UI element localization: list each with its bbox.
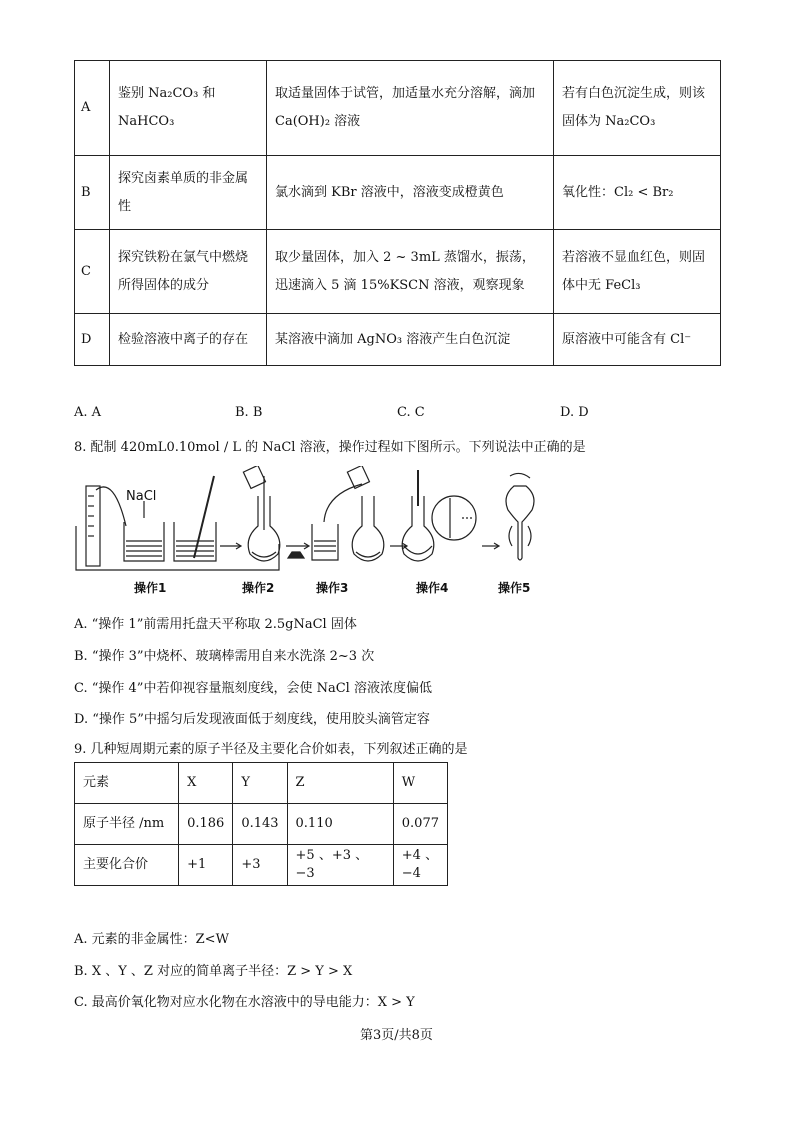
table-row xyxy=(75,314,721,366)
operation-figure xyxy=(74,466,544,598)
table-cell: +5 、+3 、−3 xyxy=(287,845,393,886)
table-row xyxy=(75,61,721,156)
experiment-table xyxy=(74,60,721,366)
beaker xyxy=(312,524,338,560)
header-cell: Z xyxy=(287,763,393,804)
page-footer: 第3页/共8页 xyxy=(360,1028,433,1043)
header-cell: X xyxy=(179,763,233,804)
table-cell: +4 、−4 xyxy=(393,845,447,886)
q9-option-c: C. 最高价氧化物对应水化物在水溶液中的导电能力：X > Y xyxy=(74,995,415,1010)
q8-option-b: B. “操作 3”中烧杯、玻璃棒需用自来水洗涤 2~3 次 xyxy=(74,649,375,664)
table-row xyxy=(75,845,448,886)
table-cell: 0.186 xyxy=(179,804,233,845)
label-op4: 操作4 xyxy=(416,581,449,595)
table-row xyxy=(75,804,448,845)
magnifier-circle xyxy=(432,496,476,540)
row-label: 原子半径 /nm xyxy=(75,804,179,845)
option-d: D. D xyxy=(560,405,589,420)
q8-option-a: A. “操作 1”前需用托盘天平称取 2.5gNaCl 固体 xyxy=(74,617,357,632)
table-cell: 0.077 xyxy=(393,804,447,845)
label-op5: 操作5 xyxy=(498,581,531,595)
conclusion-cell: 原溶液中可能含有 Cl⁻ xyxy=(554,314,721,366)
purpose-cell: 检验溶液中离子的存在 xyxy=(110,314,267,366)
q8-option-d: D. “操作 5”中摇匀后发现液面低于刻度线，使用胶头滴管定容 xyxy=(74,712,430,727)
purpose-cell: 探究铁粉在氯气中燃烧所得固体的成分 xyxy=(110,230,267,314)
purpose-cell: 探究卤素单质的非金属性 xyxy=(110,156,267,230)
table-cell: 0.110 xyxy=(287,804,393,845)
volumetric-flask xyxy=(352,496,384,561)
option-a: A. A xyxy=(74,405,102,420)
pouring-beaker xyxy=(243,466,265,488)
table-row xyxy=(75,763,448,804)
table-cell: 0.143 xyxy=(233,804,287,845)
q9-option-a: A. 元素的非金属性：Z<W xyxy=(74,932,229,947)
label-op2: 操作2 xyxy=(242,581,275,595)
option-b: B. B xyxy=(235,405,263,420)
conclusion-cell: 若溶液不显血红色，则固体中无 FeCl₃ xyxy=(554,230,721,314)
row-label: C xyxy=(75,230,110,314)
element-table xyxy=(74,762,448,886)
q9-option-b: B. X 、Y 、Z 对应的简单离子半径：Z > Y > X xyxy=(74,964,353,979)
header-cell: W xyxy=(393,763,447,804)
option-c: C. C xyxy=(397,405,425,420)
operation-cell: 取少量固体，加入 2 ~ 3mL 蒸馏水，振荡，迅速滴入 5 滴 15%KSCN 溶液，观察现象 xyxy=(267,230,554,314)
operation-cell: 氯水滴到 KBr 溶液中，溶液变成橙黄色 xyxy=(267,156,554,230)
label-op3: 操作3 xyxy=(316,581,349,595)
row-label: D xyxy=(75,314,110,366)
label-op1: 操作1 xyxy=(134,581,167,595)
operation-cell: 某溶液中滴加 AgNO₃ 溶液产生白色沉淀 xyxy=(267,314,554,366)
table-row xyxy=(75,230,721,314)
question-8-stem: 8. 配制 420mL0.10mol / L 的 NaCl 溶液，操作过程如下图所示。下列说法中正确的是 xyxy=(74,440,586,455)
header-cell: Y xyxy=(233,763,287,804)
row-label: B xyxy=(75,156,110,230)
inverted-flask xyxy=(506,486,534,560)
purpose-cell: 鉴别 Na₂CO₃ 和 NaHCO₃ xyxy=(110,61,267,156)
row-label: A xyxy=(75,61,110,156)
table-cell: +1 xyxy=(179,845,233,886)
header-cell: 元素 xyxy=(75,763,179,804)
table-cell: +3 xyxy=(233,845,287,886)
hand-icon xyxy=(510,473,530,478)
q8-option-c: C. “操作 4”中若仰视容量瓶刻度线，会使 NaCl 溶液浓度偏低 xyxy=(74,681,432,696)
conclusion-cell: 若有白色沉淀生成，则该固体为 Na₂CO₃ xyxy=(554,61,721,156)
question-9-stem: 9. 几种短周期元素的原子半径及主要化合价如表，下列叙述正确的是 xyxy=(74,742,468,757)
operation-cell: 取适量固体于试管，加适量水充分溶解，滴加 Ca(OH)₂ 溶液 xyxy=(267,61,554,156)
row-label: 主要化合价 xyxy=(75,845,179,886)
conclusion-cell: 氧化性：Cl₂ < Br₂ xyxy=(554,156,721,230)
table-row xyxy=(75,156,721,230)
nacl-label: NaCl xyxy=(126,489,157,504)
